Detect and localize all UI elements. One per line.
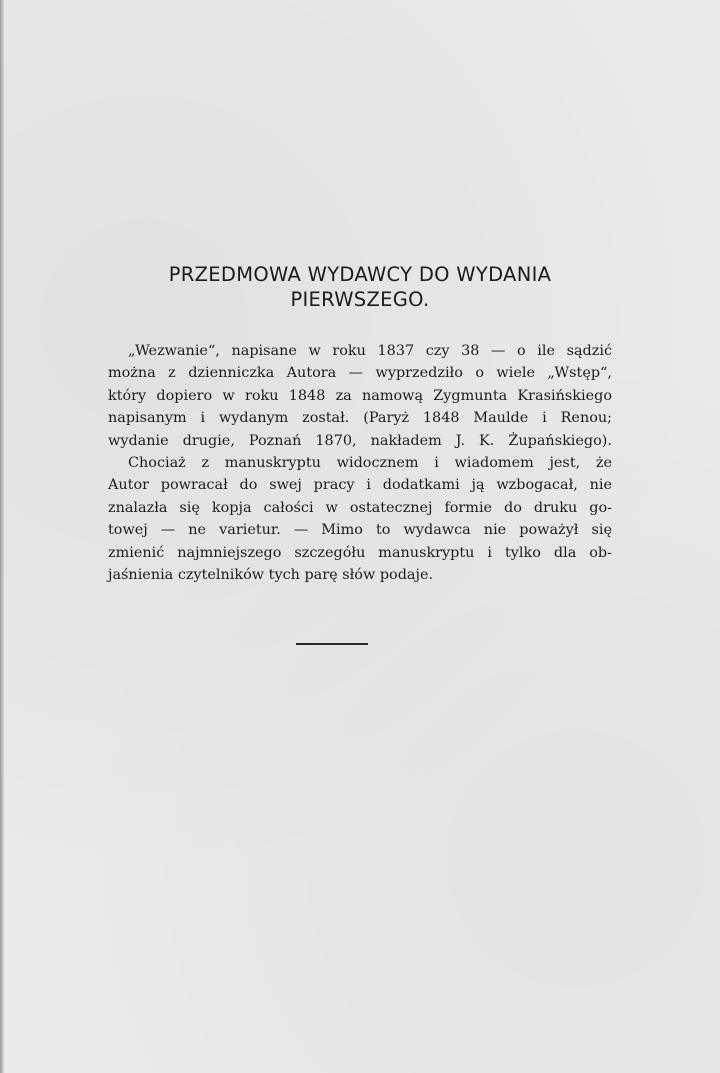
- section-divider-rule: [296, 643, 368, 645]
- heading-line-1: PRZEDMOWA WYDAWCY DO WYDANIA: [168, 263, 552, 286]
- text-line: jaśnienia czytelników tych parę słów podaje.: [108, 567, 434, 584]
- text-line: Autor powracał do swej pracy i dodatkami ją wzbogacał, nie: [108, 477, 612, 494]
- text-line: wydanie drugie, Poznań 1870, nakładem J. K. Żupańskiego).: [108, 432, 612, 449]
- text-line: można z dzienniczka Autora — wyprzedziło o wiele „Wstęp“,: [108, 365, 612, 382]
- text-line: towej — ne varietur. — Mimo to wydawca nie poważył się: [108, 522, 612, 539]
- text-line: który dopiero w roku 1848 za namową Zygmunta Krasińskiego: [108, 387, 612, 404]
- text-line: zmienić najmniejszego szczegółu manuskryptu i tylko dla ob-: [108, 544, 612, 561]
- text-line: Chociaż z manuskryptu widocznem i wiadomem jest, że: [128, 455, 612, 472]
- paragraph-2: [108, 452, 612, 586]
- text-line: „Wezwanie“, napisane w roku 1837 czy 38 — o ile sądzić: [128, 343, 612, 359]
- text-line: napisanym i wydanym został. (Paryż 1848 Maulde i Renou;: [108, 410, 612, 427]
- page-binding-edge: [0, 0, 4, 1073]
- text-line: znalazła się kopja całości w ostatecznej formie do druku go-: [108, 499, 612, 516]
- preface-text: [108, 340, 612, 586]
- page-heading: [110, 262, 610, 312]
- paragraph-1: [108, 340, 612, 452]
- heading-line-2: PIERWSZEGO.: [290, 288, 430, 311]
